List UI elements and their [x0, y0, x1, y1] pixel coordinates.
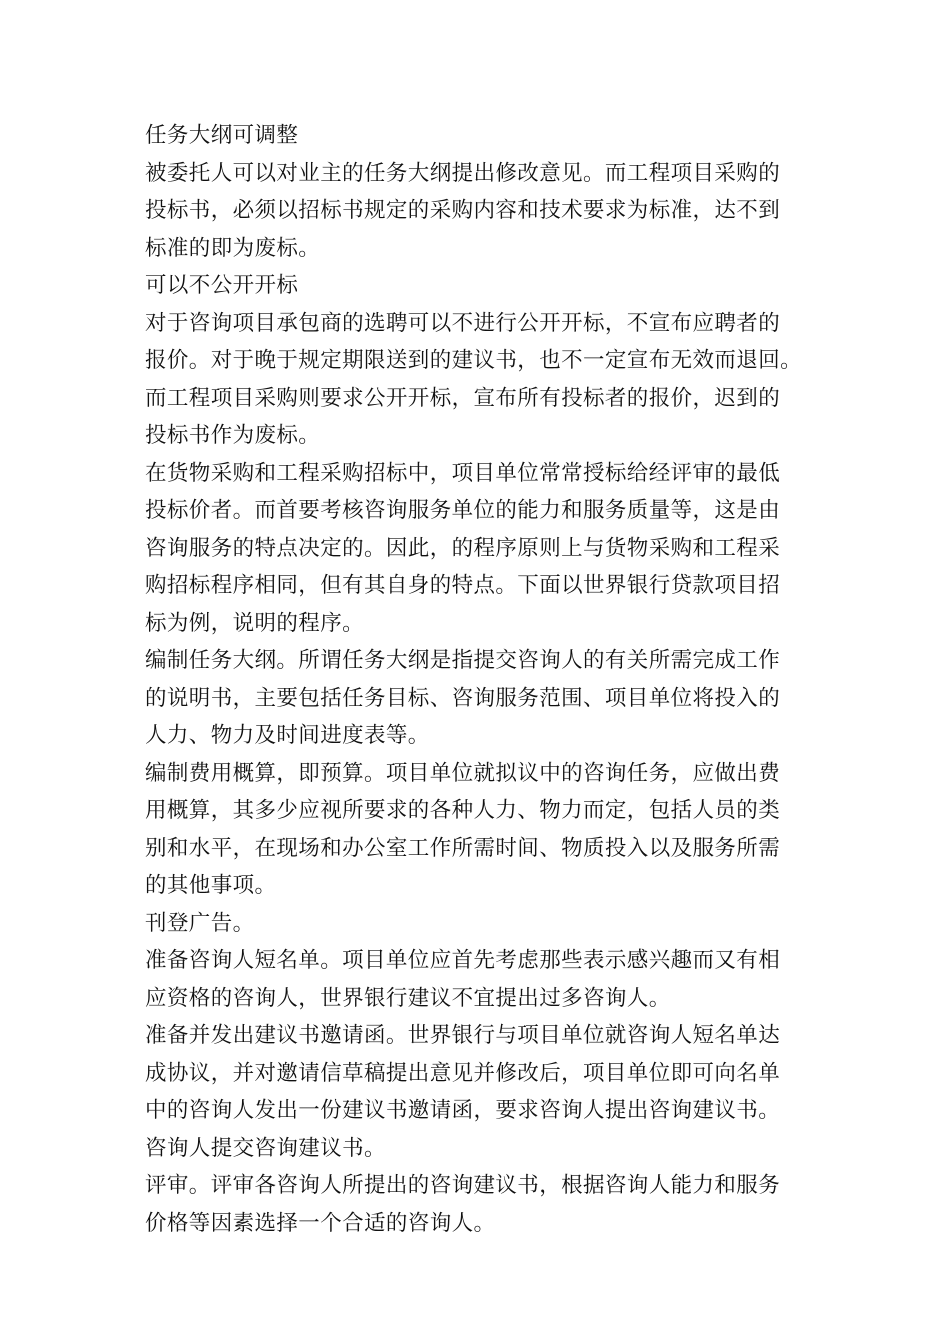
text-line: 对于咨询项目承包商的选聘可以不进行公开开标，不宣布应聘者的 — [145, 310, 781, 336]
text-line: 的其他事项。 — [145, 873, 277, 898]
text-line: 成协议，并对邀请信草稿提出意见并修改后，项目单位即可向名单 — [145, 1060, 781, 1086]
text-line: 在货物采购和工程采购招标中，项目单位常常授标给经评审的最低 — [145, 460, 781, 486]
text-line: 准备咨询人短名单。项目单位应首先考虑那些表示感兴趣而又有相 — [145, 948, 781, 973]
text-line: 购招标程序相同，但有其自身的特点。下面以世界银行贷款项目招 — [145, 573, 781, 598]
text-line: 的说明书，主要包括任务目标、咨询服务范围、项目单位将投入的 — [145, 685, 781, 711]
text-line: 被委托人可以对业主的任务大纲提出修改意见。而工程项目采购的 — [145, 160, 781, 186]
text-line: 编制费用概算，即预算。项目单位就拟议中的咨询任务，应做出费 — [145, 760, 781, 786]
text-line: 用概算，其多少应视所要求的各种人力、物力而定，包括人员的类 — [145, 798, 781, 823]
text-line: 投标书作为废标。 — [145, 423, 321, 448]
text-line: 标准的即为废标。 — [145, 235, 321, 261]
heading-task-outline-adjustable: 任务大纲可调整 — [145, 123, 299, 148]
text-line: 咨询人提交咨询建议书。 — [145, 1135, 386, 1161]
text-line: 投标价者。而首要考核咨询服务单位的能力和服务质量等，这是由 — [145, 498, 781, 523]
text-line: 准备并发出建议书邀请函。世界银行与项目单位就咨询人短名单达 — [145, 1023, 781, 1048]
text-line: 编制任务大纲。所谓任务大纲是指提交咨询人的有关所需完成工作 — [145, 648, 781, 673]
text-line: 咨询服务的特点决定的。因此，的程序原则上与货物采购和工程采 — [145, 535, 781, 561]
document-body — [145, 117, 810, 1242]
text-line: 评审。评审各咨询人所提出的咨询建议书，根据咨询人能力和服务 — [145, 1173, 781, 1198]
text-line: 中的咨询人发出一份建议书邀请函，要求咨询人提出咨询建议书。 — [145, 1098, 781, 1123]
heading-no-public-opening: 可以不公开开标 — [145, 273, 299, 298]
text-line: 报价。对于晚于规定期限送到的建议书，也不一定宣布无效而退回。 — [145, 348, 803, 373]
text-line: 应资格的咨询人，世界银行建议不宜提出过多咨询人。 — [145, 985, 671, 1011]
text-line: 投标书，必须以招标书规定的采购内容和技术要求为标准，达不到 — [145, 198, 781, 223]
text-line: 刊登广告。 — [145, 910, 255, 936]
text-line: 而工程项目采购则要求公开开标，宣布所有投标者的报价，迟到的 — [145, 385, 781, 411]
text-line: 别和水平，在现场和办公室工作所需时间、物质投入以及服务所需 — [145, 835, 781, 861]
text-line: 人力、物力及时间进度表等。 — [145, 723, 430, 748]
text-line: 价格等因素选择一个合适的咨询人。 — [145, 1210, 496, 1236]
text-line: 标为例，说明的程序。 — [145, 610, 365, 636]
